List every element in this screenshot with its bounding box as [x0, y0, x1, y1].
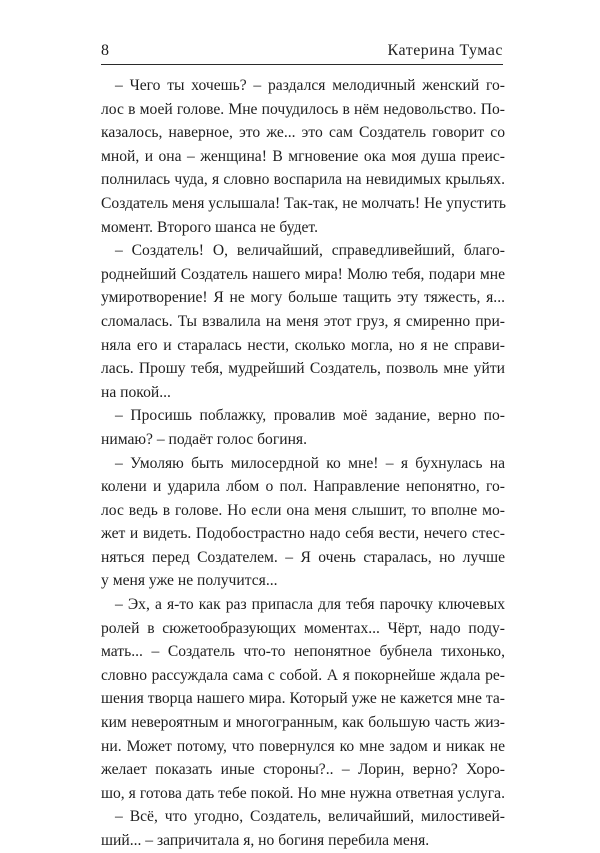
- text-line: – Умоляю быть милосердной ко мне! – я бухнулась на: [115, 454, 505, 472]
- text-line: казалось, наверное, это же... это сам Создатель говорит со: [101, 124, 505, 142]
- text-line: ший... – запричитала я, но богиня перебила меня.: [101, 832, 430, 849]
- text-line: мной, и она – женщина! В мгновение ока моя душа преис-: [101, 147, 505, 165]
- text-line: колени и ударила лбом о пол. Направление непонятно, го-: [101, 478, 505, 496]
- text-line: – Всё, что угодно, Создатель, величайший, милостивей-: [115, 808, 505, 826]
- text-line: Создатель меня услышала! Так-так, не молчать! Не упустить: [101, 194, 507, 212]
- text-line: желает показать иные стороны?.. – Лорин, верно? Хоро-: [101, 761, 505, 779]
- text-line: ким невероятным и многогранным, как большую часть жиз-: [101, 714, 505, 732]
- text-line: ролей в сюжетообразующих моментах... Чёрт, надо поду-: [101, 619, 505, 637]
- page-number: 8: [101, 42, 109, 59]
- text-line: – Чего ты хочешь? – раздался мелодичный женский го-: [115, 77, 505, 94]
- text-line: нимаю? – подаёт голос богиня.: [101, 430, 307, 448]
- text-line: мать... – Создатель что-то непонятное бубнела тихонько,: [101, 643, 505, 661]
- running-head-author: Катерина Тумас: [387, 42, 503, 59]
- text-line: на покой...: [101, 383, 171, 401]
- text-line: умиротворение! Я не могу больше тащить эту тяжесть, я...: [101, 289, 505, 307]
- header-rule: [101, 64, 503, 65]
- text-line: ни. Может потому, что повернулся ко мне задом и никак не: [101, 737, 505, 755]
- page-header: [101, 40, 503, 64]
- text-line: няться перед Создателем. – Я очень старалась, но лучше: [101, 548, 505, 566]
- text-line: – Создатель! О, величайший, справедливейший, благо-: [115, 242, 505, 260]
- text-line: шо, я готова дать тебе покой. Но мне нужна ответная услуга.: [101, 784, 505, 802]
- text-line: сломалась. Ты взвалила на меня этот груз, я смиренно при-: [101, 312, 505, 330]
- text-line: няла его и старалась нести, сколько могла, но я не справи-: [101, 336, 505, 354]
- text-line: у меня уже не получится...: [101, 572, 278, 590]
- text-line: роднейший Создатель нашего мира! Молю тебя, подари мне: [101, 265, 505, 283]
- text-line: полнилась чуда, я словно воспарила на невидимых крыльях.: [101, 171, 505, 189]
- text-line: жет и видеть. Подобострастно надо себя вести, нечего стес-: [101, 525, 505, 543]
- text-line: – Просишь поблажку, провалив моё задание, верно по-: [115, 407, 505, 425]
- text-line: момент. Второго шанса не будет.: [101, 218, 318, 236]
- text-line: словно рассуждала сама с собой. А я покорнейше ждала ре-: [101, 666, 505, 684]
- text-line: шения творца нашего мира. Который уже не кажется мне та-: [101, 690, 505, 708]
- body-text: [101, 74, 505, 853]
- text-line: лос в моей голове. Мне почудилось в нём недовольство. По-: [101, 100, 505, 118]
- text-line: – Эх, а я-то как раз припасла для тебя парочку ключевых: [115, 596, 505, 614]
- text-line: лась. Прошу тебя, мудрейший Создатель, позволь мне уйти: [101, 360, 505, 378]
- text-line: лос ведь в голове. Но если она меня слышит, то вполне мо-: [101, 501, 505, 519]
